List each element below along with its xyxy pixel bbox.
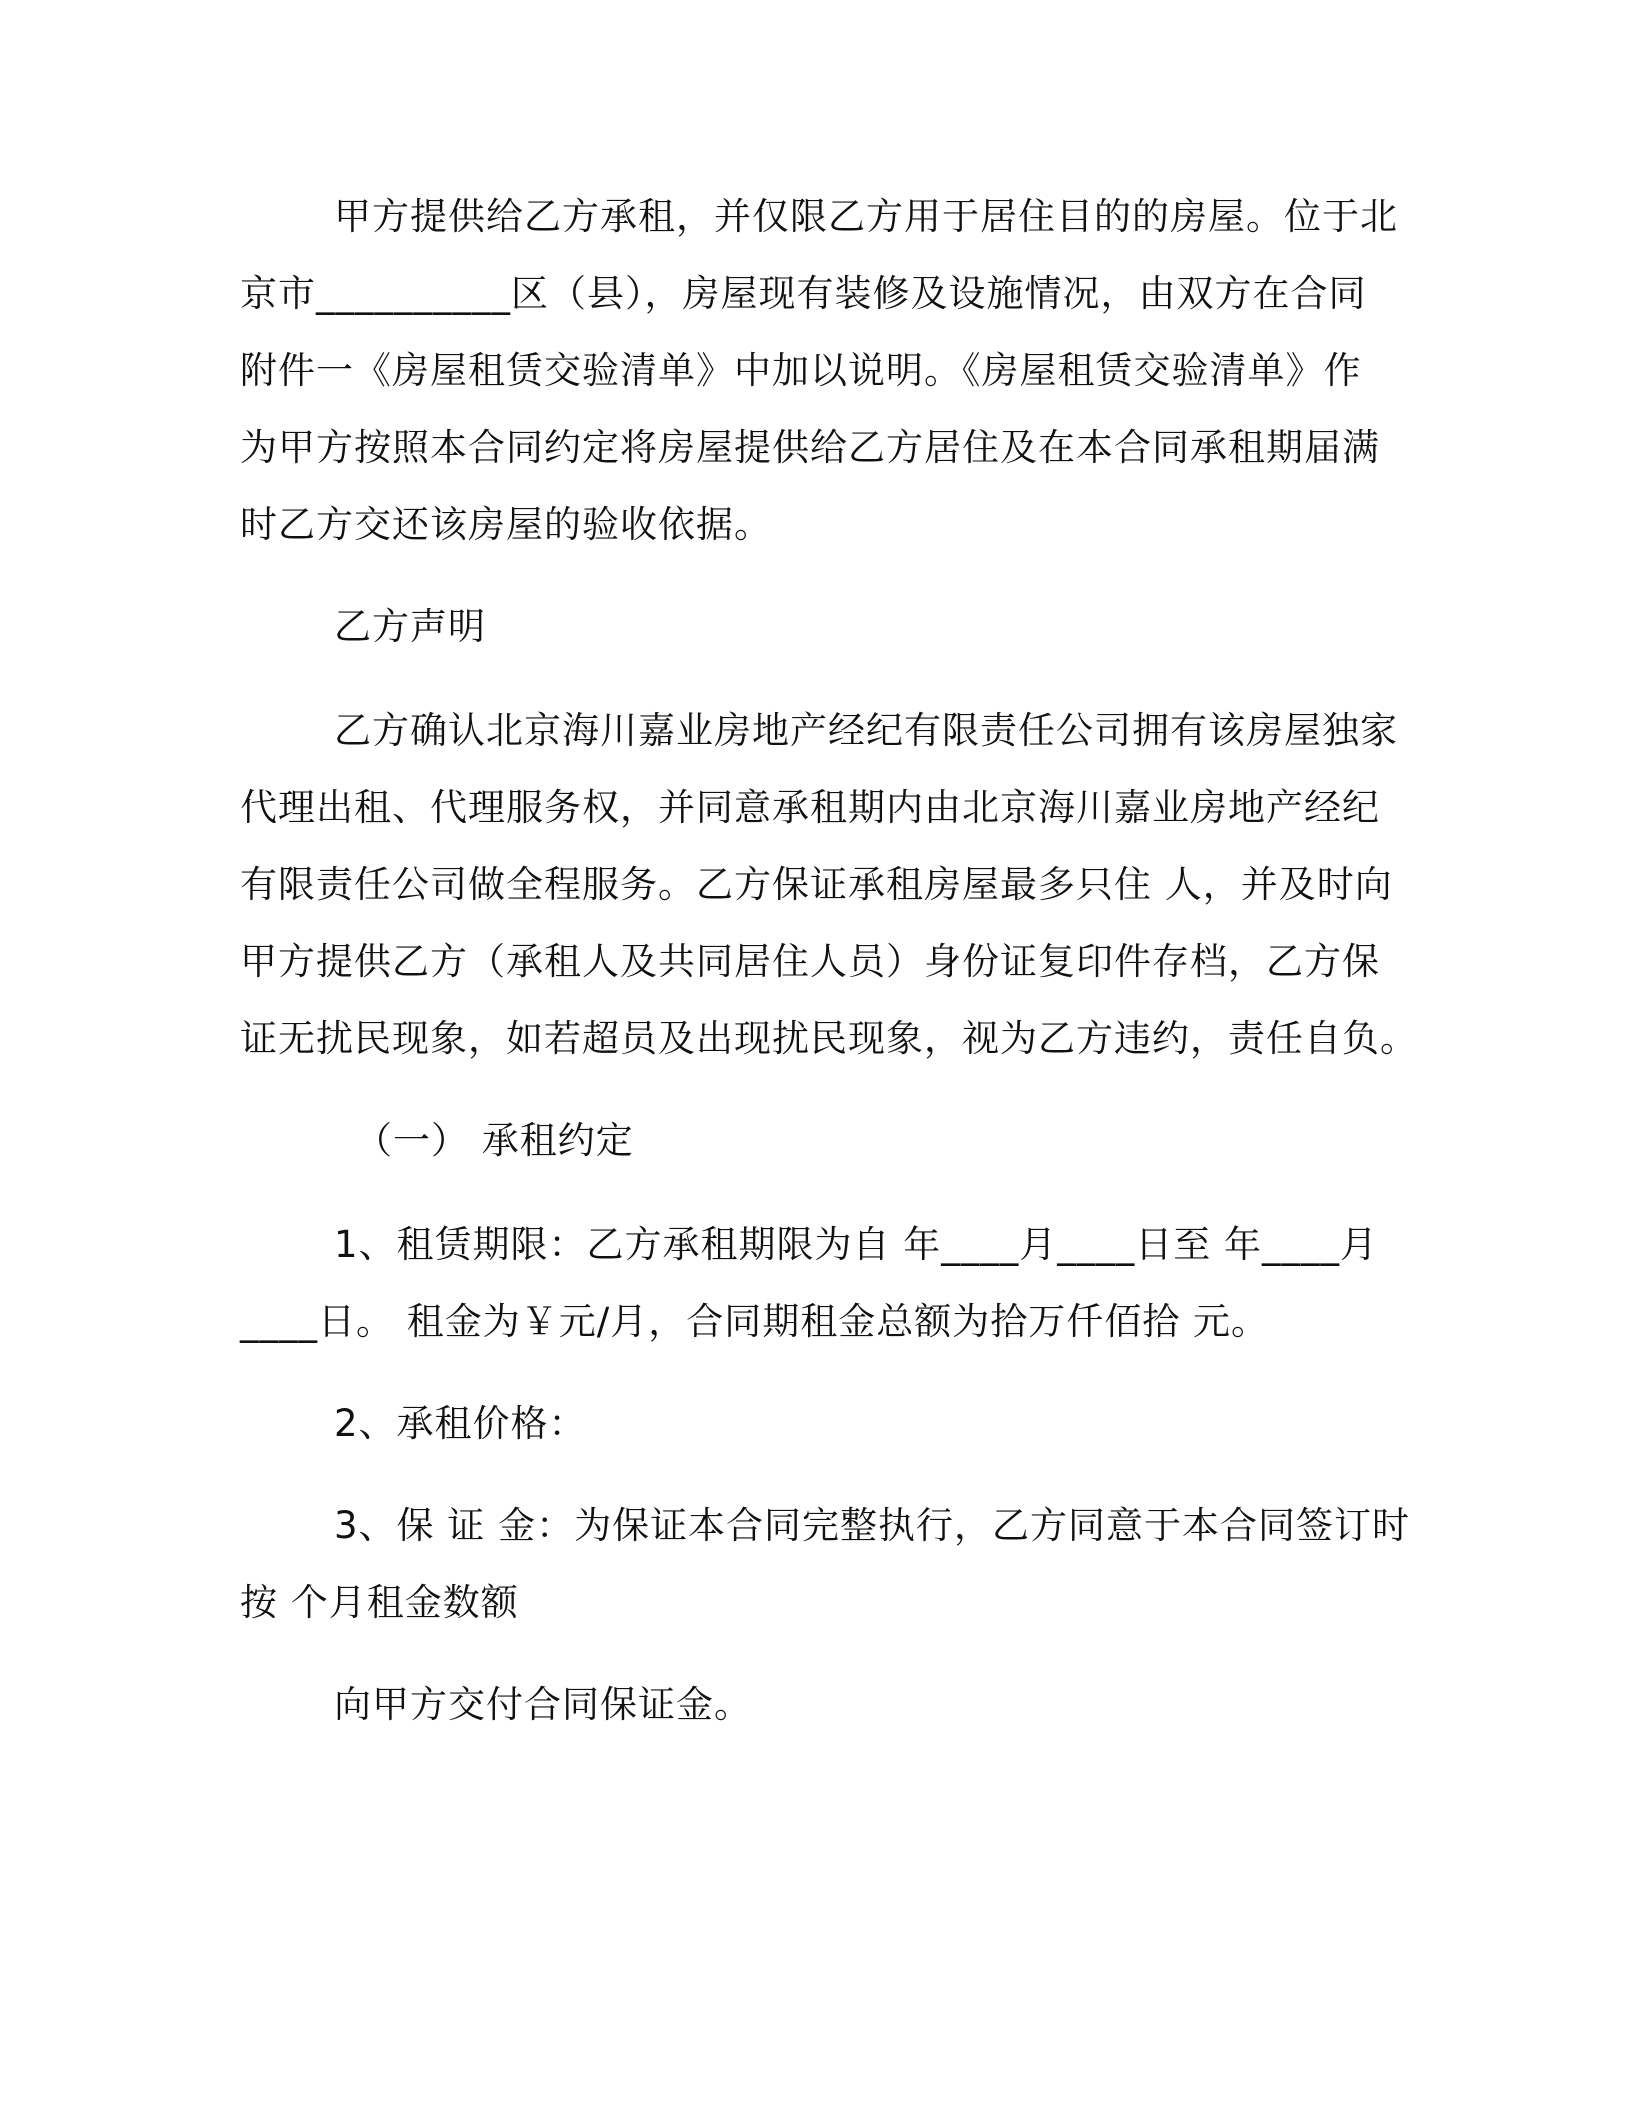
paragraph-2-line-4: 甲方提供乙方（承租人及共同居住人员）身份证复印件存档，乙方保 bbox=[240, 940, 1380, 983]
paragraph-1-line-2: 京市__________区（县），房屋现有装修及设施情况，由双方在合同 bbox=[240, 272, 1367, 315]
paragraph-1-line-1: 甲方提供给乙方承租，并仅限乙方用于居住目的的房屋。位于北 bbox=[334, 195, 1398, 238]
paragraph-2-line-2: 代理出租、代理服务权，并同意承租期内由北京海川嘉业房地产经纪 bbox=[240, 786, 1380, 829]
statement-heading: 乙方声明 bbox=[334, 605, 486, 648]
paragraph-2-line-1: 乙方确认北京海川嘉业房地产经纪有限责任公司拥有该房屋独家 bbox=[334, 709, 1398, 752]
paragraph-1-line-3: 附件一《房屋租赁交验清单》中加以说明。《房屋租赁交验清单》作 bbox=[240, 349, 1362, 392]
item-1-line-2: ____日。 租金为￥元/月，合同期租金总额为拾万仟佰拾 元。 bbox=[240, 1300, 1269, 1343]
paragraph-2-line-5: 证无扰民现象，如若超员及出现扰民现象，视为乙方违约，责任自负。 bbox=[240, 1017, 1418, 1060]
item-3-line-1: 3、保 证 金：为保证本合同完整执行，乙方同意于本合同签订时 bbox=[334, 1504, 1411, 1547]
paragraph-1-line-4: 为甲方按照本合同约定将房屋提供给乙方居住及在本合同承租期届满 bbox=[240, 426, 1380, 469]
item-1-line-1: 1、租赁期限：乙方承租期限为自 年____月____日至 年____月 bbox=[334, 1223, 1379, 1266]
section-heading: （一） 承租约定 bbox=[355, 1119, 634, 1162]
item-3-line-2: 按 个月租金数额 bbox=[240, 1581, 519, 1624]
paragraph-1-line-5: 时乙方交还该房屋的验收依据。 bbox=[240, 503, 772, 546]
item-3-continued: 向甲方交付合同保证金。 bbox=[334, 1683, 752, 1726]
item-2: 2、承租价格： bbox=[334, 1402, 587, 1445]
paragraph-2-line-3: 有限责任公司做全程服务。乙方保证承租房屋最多只住 人，并及时向 bbox=[240, 863, 1393, 906]
